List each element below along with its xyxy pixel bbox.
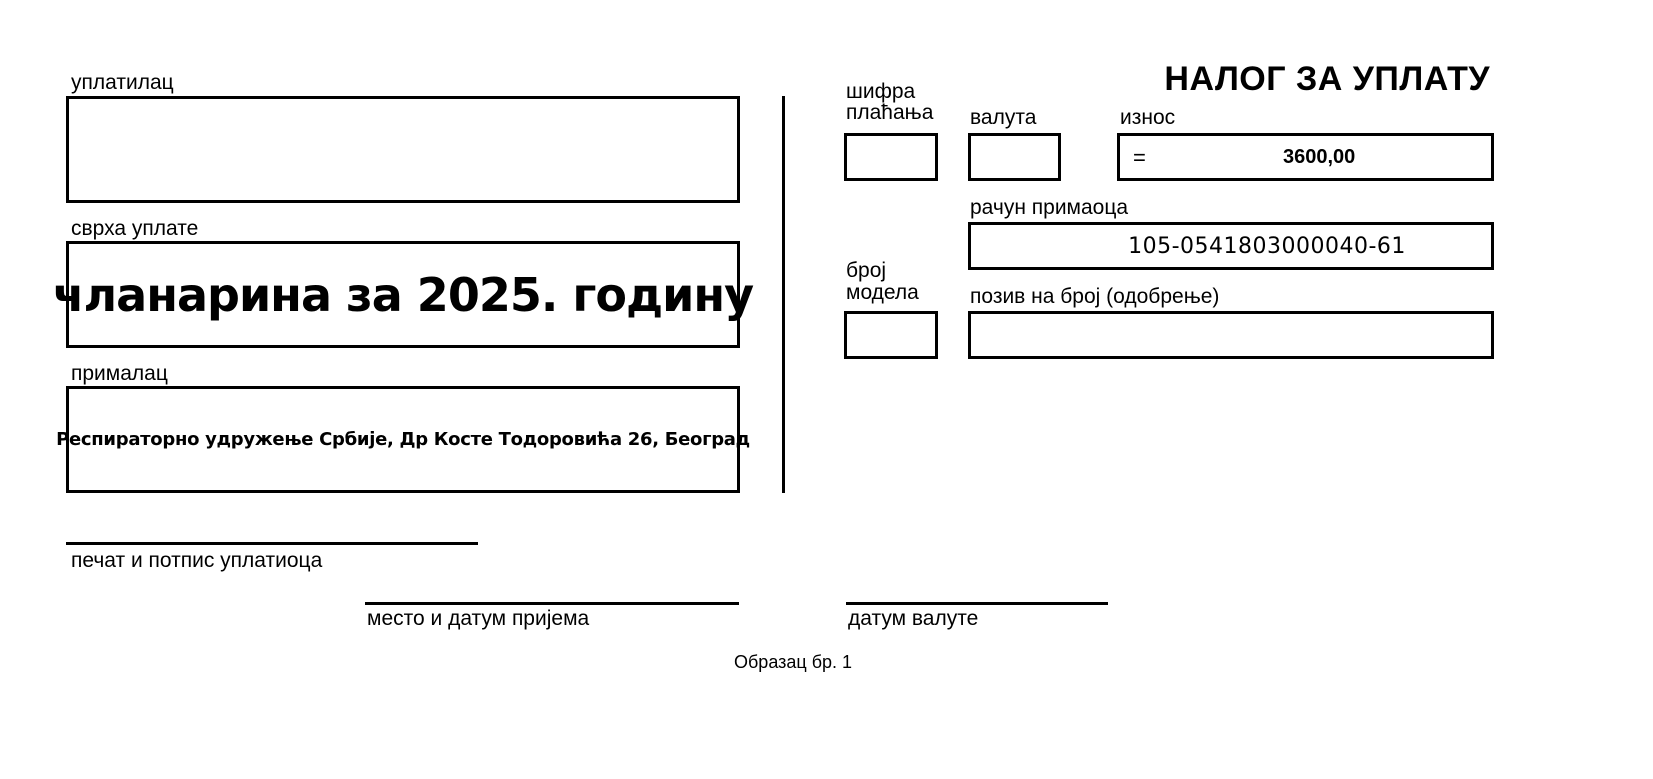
model-label-line1: број <box>846 259 887 282</box>
form-number: Образац бр. 1 <box>734 652 853 672</box>
form-title: НАЛОГ ЗА УПЛАТУ <box>1164 60 1490 98</box>
reference-label: позив на број (одобрење) <box>970 285 1220 308</box>
signature-line <box>66 542 478 545</box>
place-date-line <box>365 602 739 605</box>
model-field[interactable] <box>844 311 938 359</box>
value-date-line <box>846 602 1108 605</box>
account-field[interactable] <box>968 222 1494 270</box>
recipient-value: Респираторно удружење Србије, Др Косте Тодоровића 26, Београд <box>56 429 750 450</box>
vertical-divider <box>782 96 785 493</box>
value-date-label: датум валуте <box>848 607 979 630</box>
purpose-value: чланарина за 2025. годину <box>52 267 754 322</box>
amount-value: 3600,00 <box>1283 146 1356 168</box>
payment-code-field[interactable] <box>844 133 938 181</box>
account-value: 105-0541803000040-61 <box>1128 233 1406 259</box>
model-label-line2: модела <box>846 281 919 304</box>
amount-equals-sign: = <box>1133 145 1146 170</box>
payment-code-label-line1: шифра <box>846 80 916 103</box>
currency-label: валута <box>970 106 1037 129</box>
payer-label: уплатилац <box>71 71 174 94</box>
payment-code-label-line2: плаћања <box>846 101 934 124</box>
recipient-label: прималац <box>71 362 168 385</box>
account-label: рачун примаоца <box>970 196 1129 219</box>
amount-field[interactable] <box>1117 133 1494 181</box>
amount-label: износ <box>1120 106 1176 129</box>
currency-field[interactable] <box>968 133 1061 181</box>
signature-label: печат и потпис уплатиоца <box>71 549 323 572</box>
recipient-field[interactable] <box>56 386 750 493</box>
purpose-field[interactable] <box>52 241 754 348</box>
payer-field[interactable] <box>66 96 740 203</box>
purpose-label: сврха уплате <box>71 217 199 240</box>
place-date-label: место и датум пријема <box>367 607 590 630</box>
reference-field[interactable] <box>968 311 1494 359</box>
